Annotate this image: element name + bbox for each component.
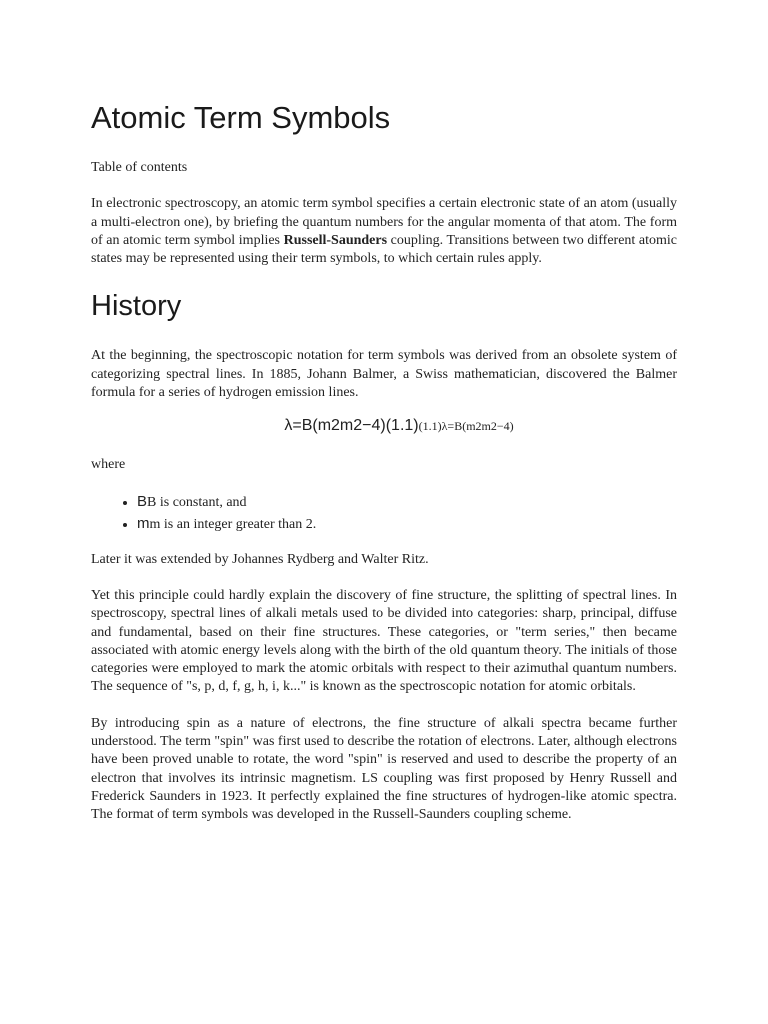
balmer-formula: [91, 414, 677, 438]
list-item: [137, 491, 677, 513]
history-heading: History: [91, 290, 182, 323]
where-label: where: [91, 457, 126, 473]
intro-text-before: In electronic spectroscopy, an atomic term symbol specifies a certain electronic state of an atom (usually a multi-electron one), by briefing the quantum numbers for the angular momenta of that atom. The form of an atomic term symbol implies: [91, 196, 677, 248]
formula-alt: λ=B(m2m2−4): [441, 419, 514, 434]
intro-paragraph: [91, 195, 677, 268]
history-paragraph-1: At the beginning, the spectroscopic notation for term symbols was derived from an obsolete system of categorizing spectral lines. In 1885, Johann Balmer, a Swiss mathematician, discovered the Balmer formula for a series of hydrogen emission lines.: [91, 348, 677, 401]
formula-main: λ=B(m2m2−4)(1.1): [284, 417, 419, 435]
document-content: [91, 98, 677, 825]
variable-description: B is constant, and: [147, 494, 247, 510]
variable-symbol: B: [137, 492, 148, 510]
variable-description: m is an integer greater than 2.: [149, 516, 317, 532]
page-title: Atomic Term Symbols: [91, 100, 391, 135]
history-paragraph-4: By introducing spin as a nature of electrons, the fine structure of alkali spectra became further understood. The term "spin" was first used to describe the rotation of electrons. Later, although electrons have been proved unable to rotate, the word "spin" is reserved and used to describe the property of an electron that involves its intrinsic magnetism. LS coupling was first proposed by Henry Russell and Frederick Saunders in 1923. It perfectly explained the fine structures of hydrogen-like atomic spectra. The format of term symbols was developed in the Russell-Saunders coupling scheme.: [91, 715, 678, 823]
history-paragraph-2: Later it was extended by Johannes Rydberg and Walter Ritz.: [91, 551, 429, 567]
formula-number: (1.1): [418, 419, 442, 434]
variable-list: [91, 491, 677, 535]
table-of-contents-link[interactable]: Table of contents: [91, 160, 188, 175]
list-item: [137, 513, 677, 535]
intro-bold-term: Russell-Saunders: [283, 232, 388, 248]
intro-text-after: coupling. Transitions between two different atomic states may be represented using their term symbols, to which certain rules apply.: [91, 232, 677, 267]
history-paragraph-3: Yet this principle could hardly explain the discovery of fine structure, the splitting of spectral lines. In spectroscopy, spectral lines of alkali metals used to be divided into categories: sharp, principal, diffuse and fundamental, based on their fine structures. These categories, or "term series," then became associated with atomic energy levels along with the birth of the old quantum theory. The initials of those categories were employed to mark the atomic orbitals with respect to their azimuthal quantum numbers. The sequence of "s, p, d, f, g, h, i, k..." is known as the spectroscopic notation for atomic orbitals.: [91, 587, 677, 695]
variable-symbol: m: [137, 514, 150, 532]
